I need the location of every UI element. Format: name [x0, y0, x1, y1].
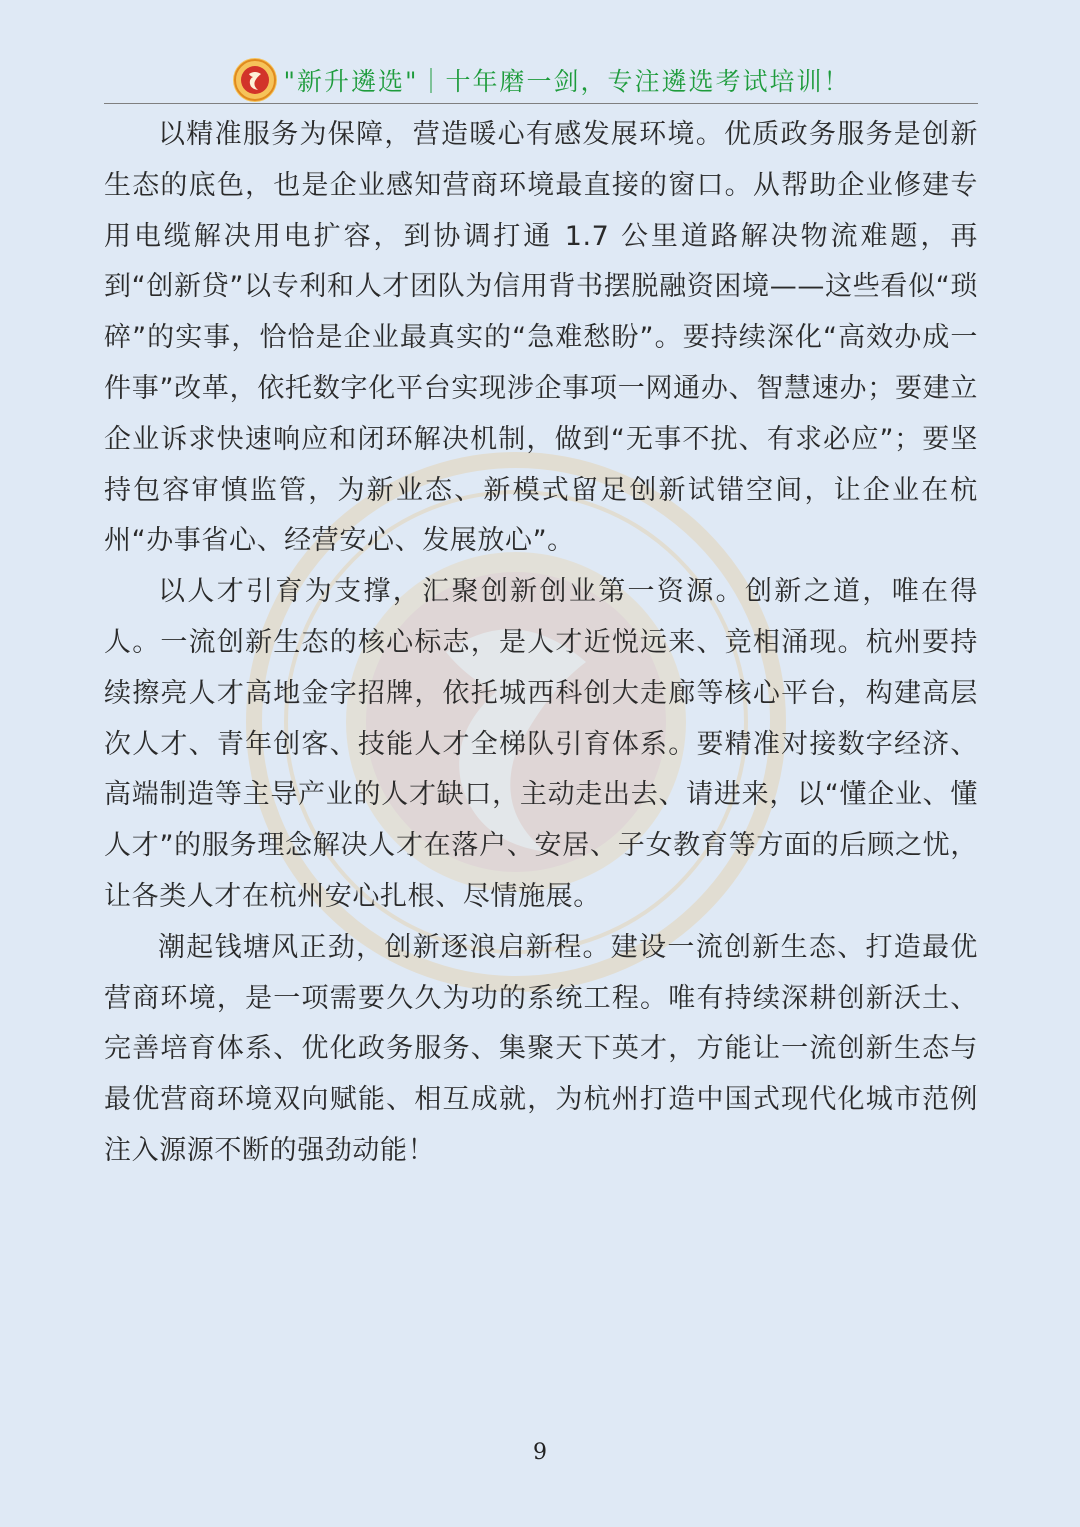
paragraph: 潮起钱塘风正劲，创新逐浪启新程。建设一流创新生态、打造最优营商环境，是一项需要久久为功的系统工程。唯有持续深耕创新沃土、完善培育体系、优化政务服务、集聚天下英才，方能让一流创新生态与最优营商环境双向赋能、相互成就，为杭州打造中国式现代化城市范例注入源源不断的强劲动能！: [104, 931, 978, 1166]
brand-seal-icon: [232, 57, 278, 103]
header-divider: [104, 103, 978, 104]
page-number: 9: [533, 1440, 547, 1465]
page-header: [104, 56, 978, 104]
header-slogan: "新升遴选"｜十年磨一剑，专注遴选考试培训！: [283, 67, 851, 96]
paragraph: 以精准服务为保障，营造暖心有感发展环境。优质政务服务是创新生态的底色，也是企业感知营商环境最直接的窗口。从帮助企业修建专用电缆解决用电扩容，到协调打通 1.7 公里道路解决物流难题，再到“创新贷”以专利和人才团队为信用背书摆脱融资困境——这些看似“琐碎”的实事，恰恰是企业最真实的“急难愁盼”。要持续深化“高效办成一件事”改革，依托数字化平台实现涉企事项一网通办、智慧速办；要建立企业诉求快速响应和闭环解决机制，做到“无事不扰、有求必应”；要坚持包容审慎监管，为新业态、新模式留足创新试错空间，让企业在杭州“办事省心、经营安心、发展放心”。: [104, 119, 978, 557]
article-body: [104, 110, 978, 1177]
paragraph: 以人才引育为支撑，汇聚创新创业第一资源。创新之道，唯在得人。一流创新生态的核心标志，是人才近悦远来、竞相涌现。杭州要持续擦亮人才高地金字招牌，依托城西科创大走廊等核心平台，构建高层次人才、青年创客、技能人才全梯队引育体系。要精准对接数字经济、高端制造等主导产业的人才缺口，主动走出去、请进来，以“懂企业、懂人才”的服务理念解决人才在落户、安居、子女教育等方面的后顾之忧，让各类人才在杭州安心扎根、尽情施展。: [104, 576, 978, 912]
